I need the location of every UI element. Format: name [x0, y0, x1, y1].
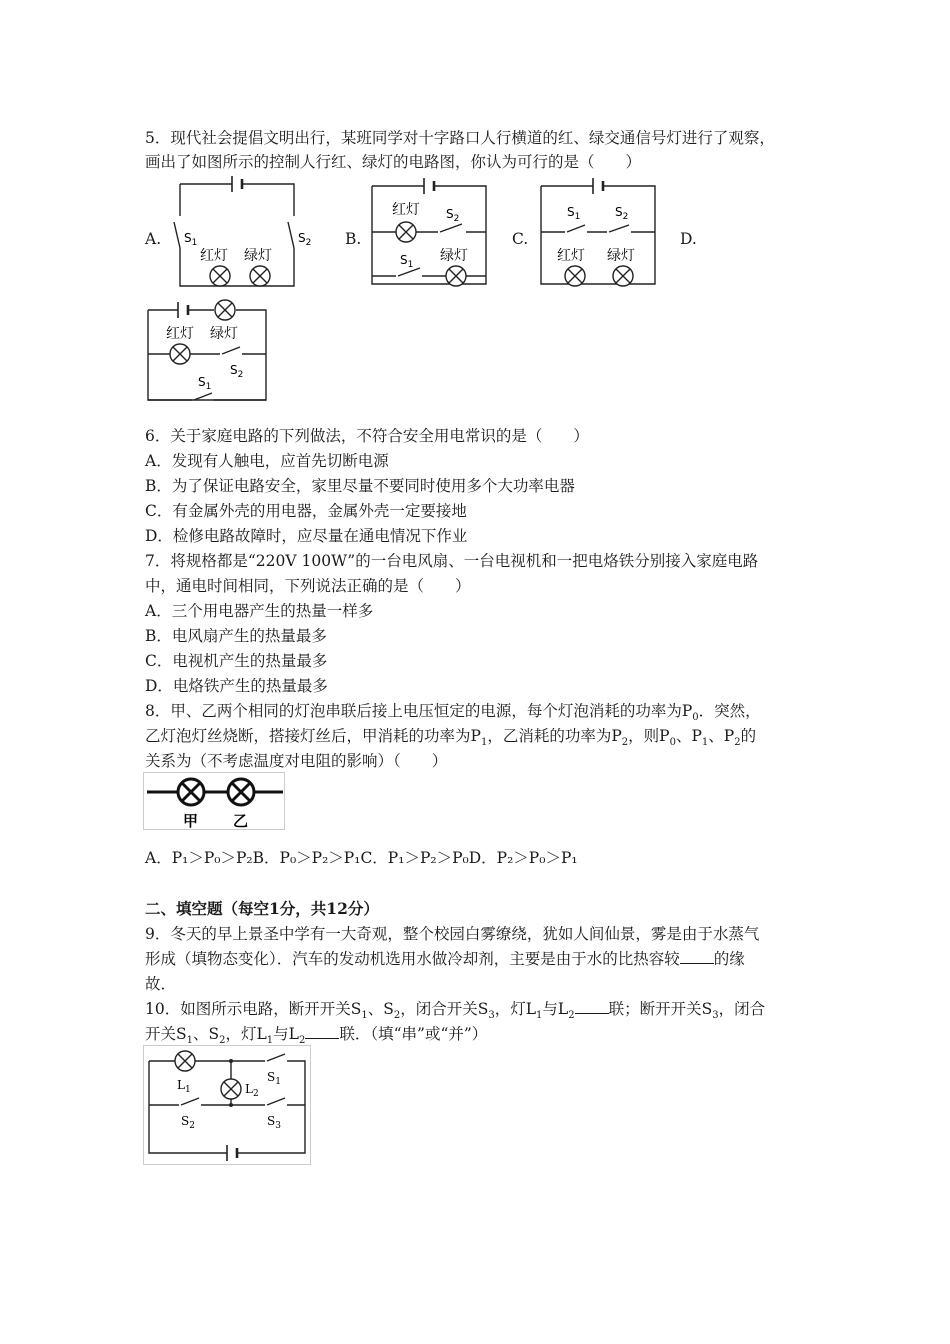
q10-blank-2[interactable] [305, 1024, 339, 1039]
q10-diagram [143, 1045, 311, 1165]
q8-stem-line1: 8．甲、乙两个相同的灯泡串联后接上电压恒定的电源，每个灯泡消耗的功率为$P_0$．突然， [145, 702, 761, 724]
q5-diagram-a [162, 176, 312, 294]
q7-stem-line1: 7．将规格都是“220V 100W”的一台电风扇、一台电视机和一把电烙铁分别接入家庭电路 [145, 552, 759, 570]
svg-text:L1: $L_1$ [177, 1078, 191, 1095]
svg-text:S1: $S_1$ [567, 205, 581, 222]
q10-blank-1[interactable] [575, 999, 609, 1014]
svg-text:S1: $S_1$ [267, 1070, 281, 1087]
q5-option-b-label: B. [345, 230, 362, 248]
q5-stem-line2: 画出了如图所示的控制人行红、绿灯的电路图，你认为可行的是（ ） [145, 153, 642, 171]
q5-option-d-label: D. [680, 230, 697, 248]
q8-options: A．P₁＞P₀＞P₂B．P₀＞P₂＞P₁C．P₁＞P₂＞P₀D．P₂＞P₀＞P₁ [145, 849, 578, 867]
q5-option-c-label: C. [512, 230, 529, 248]
svg-text:S2: $S_2$ [615, 205, 629, 222]
svg-text:S1: $S_1$ [184, 231, 198, 248]
q6-option-b: B．为了保证电路安全，家里尽量不要同时使用多个大功率电器 [145, 477, 575, 495]
svg-text:绿灯: 绿灯 [244, 248, 272, 264]
q9-line1: 9．冬天的早上景圣中学有一大奇观，整个校园白雾缭绕，犹如人间仙景，雾是由于水蒸气 [145, 925, 760, 943]
q9-line2: 形成（填物态变化）．汽车的发动机选用水做冷却剂，主要是由于水的比热容较 的缘 [145, 950, 745, 968]
svg-text:红灯: 红灯 [166, 326, 194, 342]
q6-stem: 6．关于家庭电路的下列做法，不符合安全用电常识的是（ ） [145, 427, 589, 445]
q10-line2: 开关$S_1$、$S_2$，灯$L_1$与$L_2$ 联．（填“串”或“并”） [145, 1025, 488, 1047]
q7-option-a: A．三个用电器产生的热量一样多 [145, 602, 374, 620]
q7-option-b: B．电风扇产生的热量最多 [145, 627, 327, 645]
svg-text:S2: $S_2$ [181, 1114, 195, 1131]
q7-stem-line2: 中，通电时间相同，下列说法正确的是（ ） [145, 577, 471, 595]
q9-blank[interactable] [680, 949, 714, 964]
svg-text:S2: $S_2$ [230, 363, 244, 380]
q7-option-c: C．电视机产生的热量最多 [145, 652, 328, 670]
q6-option-d: D．检修电路故障时，应尽量在通电情况下作业 [145, 527, 468, 545]
q8-stem-line3: 关系为（不考虑温度对电阻的影响）（ ） [145, 752, 448, 770]
svg-text:L2: $L_2$ [245, 1082, 259, 1099]
svg-text:S1: $S_1$ [400, 253, 414, 270]
svg-text:S1: $S_1$ [198, 375, 212, 392]
svg-text:红灯: 红灯 [557, 248, 585, 264]
svg-text:红灯: 红灯 [200, 248, 228, 264]
q5-option-a-label: A. [145, 230, 162, 248]
q5-stem-line1: 5．现代社会提倡文明出行，某班同学对十字路口人行横道的红、绿交通信号灯进行了观察， [145, 129, 775, 147]
q8-label-yi: 乙 [233, 812, 249, 830]
q9-line3: 故． [145, 975, 177, 993]
q6-option-a: A．发现有人触电，应首先切断电源 [145, 452, 389, 470]
svg-text:S3: $S_3$ [267, 1114, 281, 1131]
svg-text:绿灯: 绿灯 [210, 326, 238, 342]
q8-label-jia: 甲 [183, 812, 199, 830]
section2-heading: 二、填空题（每空1分，共12分） [145, 899, 379, 918]
q10-line1: 10．如图所示电路，断开开关$S_1$、$S_2$，闭合开关$S_3$，灯$L_1$与$L_2$ 联；断开开关$S_3$，闭合 [145, 1000, 766, 1022]
q8-diagram [143, 772, 285, 830]
svg-text:绿灯: 绿灯 [440, 248, 468, 264]
q5-diagram-c [535, 176, 660, 291]
q5-diagram-b [366, 176, 491, 291]
q8-stem-line2: 乙灯泡灯丝烧断，搭接灯丝后，甲消耗的功率为$P_1$，乙消耗的功率为$P_2$，则$P_0$、$P_1$、$P_2$的 [145, 727, 757, 749]
q5-diagram-d [142, 296, 272, 408]
q7-option-d: D．电烙铁产生的热量最多 [145, 677, 328, 695]
svg-text:红灯: 红灯 [392, 202, 420, 218]
svg-text:S2: $S_2$ [298, 231, 312, 248]
svg-text:绿灯: 绿灯 [607, 248, 635, 264]
svg-text:S2: $S_2$ [446, 207, 460, 224]
q6-option-c: C．有金属外壳的用电器，金属外壳一定要接地 [145, 502, 467, 520]
